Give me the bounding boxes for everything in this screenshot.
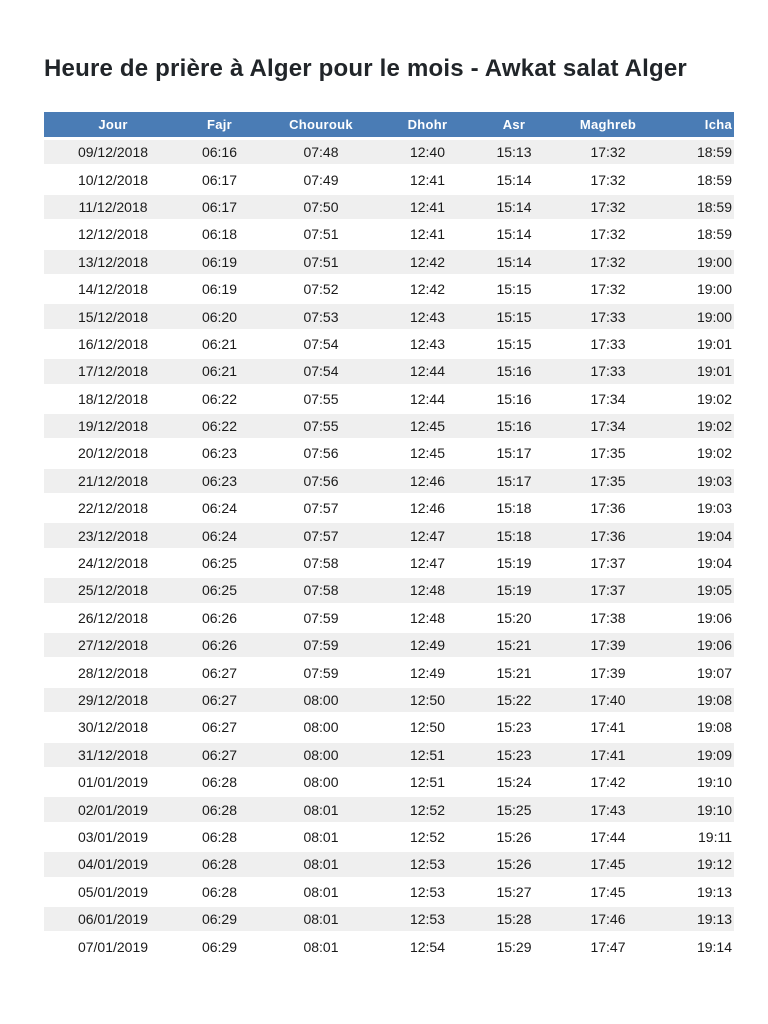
time-cell: 17:41 [590,719,626,736]
time-cell: 15:16 [470,414,558,438]
time-cell: 19:12 [658,852,734,876]
time-cell: 15:14 [496,171,532,188]
time-cell: 19:06 [696,609,732,626]
date-cell: 22/12/2018 [77,500,149,517]
time-cell: 12:48 [385,578,470,602]
time-cell: 19:03 [696,500,732,517]
table-row [44,934,734,958]
time-cell: 15:16 [496,390,532,407]
time-cell: 06:19 [201,281,238,298]
time-cell: 06:27 [201,719,238,736]
time-cell: 07:54 [303,335,339,352]
time-cell: 15:22 [470,688,558,712]
column-header-chourouk: Chourouk [257,112,385,137]
time-cell: 18:59 [696,226,732,243]
time-cell: 19:01 [696,335,732,352]
time-cell: 17:37 [590,555,626,572]
time-cell: 06:22 [182,414,257,438]
time-cell: 06:17 [201,171,238,188]
time-cell: 15:19 [470,578,558,602]
date-cell: 10/12/2018 [77,171,149,188]
time-cell: 19:00 [658,250,734,274]
time-cell: 17:39 [558,633,658,657]
time-cell: 17:35 [590,445,626,462]
time-cell: 12:46 [385,469,470,493]
date-cell: 16/12/2018 [77,335,149,352]
time-cell: 15:23 [470,743,558,767]
time-cell: 15:14 [496,226,532,243]
time-cell: 06:23 [182,469,257,493]
date-cell: 01/01/2019 [77,774,149,791]
time-cell: 17:32 [590,226,626,243]
table-row [44,797,734,821]
date-cell: 07/01/2019 [77,938,149,955]
time-cell: 18:59 [658,195,734,219]
table-row [44,715,734,739]
time-cell: 08:01 [303,938,339,955]
table-header-row [44,112,734,137]
time-cell: 15:17 [470,469,558,493]
time-cell: 19:02 [696,390,732,407]
time-cell: 06:27 [182,688,257,712]
time-cell: 17:41 [558,743,658,767]
time-cell: 15:18 [496,500,532,517]
time-cell: 19:11 [698,828,732,845]
time-cell: 06:28 [201,883,238,900]
time-cell: 06:25 [182,578,257,602]
time-cell: 17:45 [558,852,658,876]
time-cell: 06:28 [182,852,257,876]
date-cell: 12/12/2018 [77,226,149,243]
time-cell: 15:26 [496,828,532,845]
date-cell: 19/12/2018 [44,414,182,438]
time-cell: 15:21 [470,633,558,657]
time-cell: 12:45 [409,445,446,462]
time-cell: 06:29 [201,938,238,955]
time-cell: 19:01 [658,359,734,383]
time-cell: 12:44 [409,390,446,407]
time-cell: 15:18 [470,523,558,547]
time-cell: 06:20 [182,304,257,328]
time-cell: 07:58 [303,555,339,572]
time-cell: 19:02 [696,445,732,462]
time-cell: 12:43 [385,304,470,328]
time-cell: 17:45 [590,883,626,900]
time-cell: 07:54 [257,359,385,383]
time-cell: 15:17 [496,445,532,462]
time-cell: 12:52 [409,828,446,845]
time-cell: 12:47 [409,555,446,572]
time-cell: 06:28 [182,797,257,821]
date-cell: 23/12/2018 [44,523,182,547]
time-cell: 19:14 [696,938,732,955]
table-header [44,112,734,137]
time-cell: 12:48 [409,609,446,626]
date-cell: 18/12/2018 [77,390,149,407]
time-cell: 08:00 [303,719,339,736]
time-cell: 07:56 [303,445,339,462]
time-cell: 17:47 [590,938,626,955]
time-cell: 06:27 [182,743,257,767]
date-cell: 26/12/2018 [77,609,149,626]
time-cell: 07:49 [303,171,339,188]
time-cell: 12:50 [409,719,446,736]
time-cell: 17:43 [558,797,658,821]
table-row [44,441,734,465]
table-row [44,743,734,767]
time-cell: 19:09 [658,743,734,767]
time-cell: 15:28 [470,907,558,931]
table-row [44,167,734,191]
time-cell: 17:38 [590,609,626,626]
time-cell: 19:06 [658,633,734,657]
time-cell: 08:01 [257,907,385,931]
time-cell: 15:13 [470,140,558,164]
time-cell: 12:45 [385,414,470,438]
time-cell: 06:26 [182,633,257,657]
time-cell: 15:14 [470,250,558,274]
date-cell: 09/12/2018 [44,140,182,164]
time-cell: 19:00 [658,304,734,328]
time-cell: 19:08 [658,688,734,712]
column-header-asr: Asr [470,112,558,137]
date-cell: 04/01/2019 [44,852,182,876]
time-cell: 18:59 [696,171,732,188]
time-cell: 12:46 [409,500,446,517]
time-cell: 17:42 [590,774,626,791]
time-cell: 15:26 [470,852,558,876]
time-cell: 19:10 [696,774,732,791]
table-row [44,387,734,411]
time-cell: 06:21 [201,335,238,352]
time-cell: 12:53 [409,883,446,900]
table-row [44,332,734,356]
time-cell: 12:52 [385,797,470,821]
time-cell: 12:50 [385,688,470,712]
time-cell: 19:05 [658,578,734,602]
time-cell: 17:32 [590,171,626,188]
date-cell: 15/12/2018 [44,304,182,328]
time-cell: 08:00 [257,743,385,767]
time-cell: 12:41 [385,195,470,219]
time-cell: 12:54 [409,938,446,955]
time-cell: 07:50 [257,195,385,219]
time-cell: 08:01 [303,883,339,900]
table-row [44,277,734,301]
time-cell: 12:44 [385,359,470,383]
time-cell: 17:33 [558,304,658,328]
table-row [44,578,734,602]
time-cell: 06:21 [182,359,257,383]
time-cell: 07:55 [257,414,385,438]
column-header-fajr: Fajr [182,112,257,137]
time-cell: 12:49 [409,664,446,681]
time-cell: 08:01 [303,828,339,845]
time-cell: 06:24 [182,523,257,547]
time-cell: 12:47 [385,523,470,547]
time-cell: 08:00 [303,774,339,791]
time-cell: 07:48 [257,140,385,164]
time-cell: 07:52 [303,281,339,298]
time-cell: 06:24 [201,500,238,517]
date-cell: 24/12/2018 [77,555,149,572]
date-cell: 30/12/2018 [77,719,149,736]
time-cell: 07:59 [257,633,385,657]
time-cell: 19:03 [658,469,734,493]
time-cell: 19:02 [658,414,734,438]
time-cell: 17:37 [558,578,658,602]
table-row [44,304,734,328]
time-cell: 06:25 [201,555,238,572]
time-cell: 07:53 [257,304,385,328]
page-title: Heure de prière à Alger pour le mois - Awkat salat Alger [44,55,687,82]
time-cell: 06:18 [201,226,238,243]
column-header-maghreb: Maghreb [558,112,658,137]
date-cell: 28/12/2018 [77,664,149,681]
time-cell: 06:23 [201,445,238,462]
date-cell: 17/12/2018 [44,359,182,383]
time-cell: 07:59 [303,609,339,626]
time-cell: 15:15 [496,281,532,298]
time-cell: 17:32 [558,140,658,164]
time-cell: 12:43 [409,335,446,352]
time-cell: 15:23 [496,719,532,736]
time-cell: 19:13 [658,907,734,931]
time-cell: 19:13 [696,883,732,900]
time-cell: 19:04 [696,555,732,572]
table-body [44,140,734,959]
time-cell: 17:33 [558,359,658,383]
date-cell: 29/12/2018 [44,688,182,712]
time-cell: 17:35 [558,469,658,493]
time-cell: 15:15 [470,304,558,328]
time-cell: 07:56 [257,469,385,493]
time-cell: 15:21 [496,664,532,681]
time-cell: 19:08 [696,719,732,736]
time-cell: 08:01 [257,852,385,876]
time-cell: 17:44 [590,828,626,845]
time-cell: 12:41 [409,171,446,188]
table-row [44,414,734,438]
prayer-times-table [44,109,734,962]
table-row [44,496,734,520]
table-row [44,660,734,684]
table-row [44,551,734,575]
table-row [44,907,734,931]
time-cell: 17:36 [590,500,626,517]
table-row [44,688,734,712]
date-cell: 03/01/2019 [77,828,149,845]
time-cell: 19:10 [658,797,734,821]
time-cell: 17:39 [590,664,626,681]
time-cell: 15:24 [496,774,532,791]
time-cell: 12:40 [385,140,470,164]
date-cell: 11/12/2018 [44,195,182,219]
time-cell: 17:34 [590,390,626,407]
table-row [44,633,734,657]
time-cell: 07:57 [303,500,339,517]
time-cell: 15:14 [470,195,558,219]
date-cell: 20/12/2018 [77,445,149,462]
table-row [44,880,734,904]
time-cell: 12:49 [385,633,470,657]
time-cell: 12:41 [409,226,446,243]
time-cell: 07:55 [303,390,339,407]
table-row [44,523,734,547]
time-cell: 06:29 [182,907,257,931]
time-cell: 19:07 [696,664,732,681]
time-cell: 12:51 [409,774,446,791]
time-cell: 12:51 [385,743,470,767]
time-cell: 06:22 [201,390,238,407]
date-cell: 05/01/2019 [77,883,149,900]
date-cell: 02/01/2019 [44,797,182,821]
time-cell: 06:27 [201,664,238,681]
time-cell: 06:28 [201,774,238,791]
time-cell: 06:19 [182,250,257,274]
time-cell: 15:16 [470,359,558,383]
time-cell: 19:00 [696,281,732,298]
time-cell: 15:19 [496,555,532,572]
date-cell: 25/12/2018 [44,578,182,602]
time-cell: 06:16 [182,140,257,164]
date-cell: 13/12/2018 [44,250,182,274]
column-header-jour: Jour [44,112,182,137]
time-cell: 15:27 [496,883,532,900]
time-cell: 06:28 [201,828,238,845]
time-cell: 17:32 [558,250,658,274]
time-cell: 15:15 [496,335,532,352]
time-cell: 17:32 [558,195,658,219]
time-cell: 17:33 [590,335,626,352]
time-cell: 19:04 [658,523,734,547]
time-cell: 17:34 [558,414,658,438]
column-header-dhohr: Dhohr [385,112,470,137]
time-cell: 07:51 [303,226,339,243]
date-cell: 14/12/2018 [77,281,149,298]
time-cell: 12:53 [385,907,470,931]
table-row [44,222,734,246]
time-cell: 06:26 [201,609,238,626]
table-row [44,140,734,164]
date-cell: 31/12/2018 [44,743,182,767]
table-row [44,195,734,219]
time-cell: 08:00 [257,688,385,712]
table-row [44,770,734,794]
table-row [44,852,734,876]
table-row [44,250,734,274]
time-cell: 07:59 [303,664,339,681]
table-row [44,606,734,630]
time-cell: 17:46 [558,907,658,931]
time-cell: 07:51 [257,250,385,274]
date-cell: 21/12/2018 [44,469,182,493]
table-row [44,825,734,849]
date-cell: 06/01/2019 [44,907,182,931]
time-cell: 08:01 [257,797,385,821]
time-cell: 07:57 [257,523,385,547]
time-cell: 06:17 [182,195,257,219]
date-cell: 27/12/2018 [44,633,182,657]
table-row [44,359,734,383]
time-cell: 12:53 [385,852,470,876]
time-cell: 17:40 [558,688,658,712]
time-cell: 17:36 [558,523,658,547]
time-cell: 15:20 [496,609,532,626]
column-header-icha: Icha [658,112,734,137]
time-cell: 15:25 [470,797,558,821]
time-cell: 12:42 [409,281,446,298]
time-cell: 18:59 [658,140,734,164]
time-cell: 15:29 [496,938,532,955]
time-cell: 07:58 [257,578,385,602]
time-cell: 12:42 [385,250,470,274]
time-cell: 17:32 [590,281,626,298]
table-row [44,469,734,493]
